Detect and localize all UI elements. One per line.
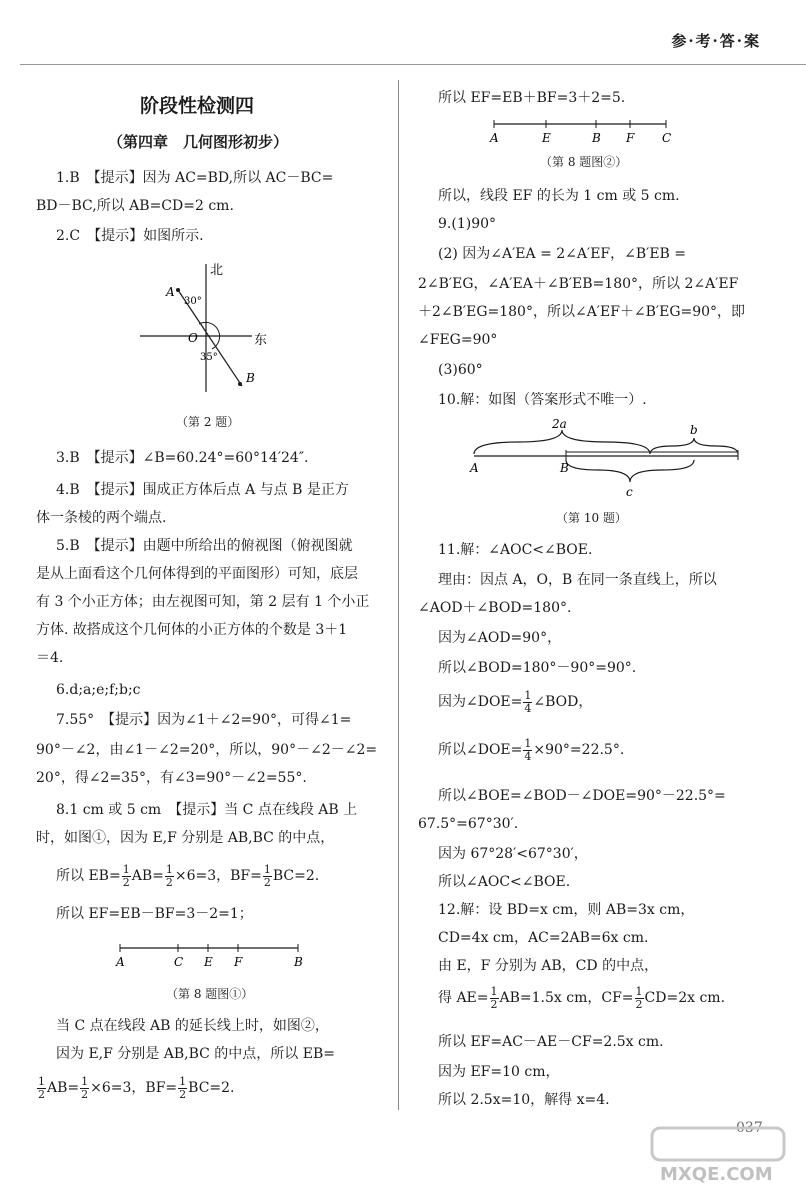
q8-eq3-text2: ×6=3，BF= [90, 1080, 178, 1096]
q7-line3: 20°，得∠2=35°，有∠3=90°－∠2=55°. [36, 770, 307, 786]
q8-line1: 8.1 cm 或 5 cm 【提示】当 C 点在线段 AB 上 [56, 802, 358, 818]
q11-eq2-text1: 所以∠DOE= [438, 742, 523, 758]
q12-eq-text3: CD=2x cm. [644, 990, 726, 1006]
q11-line2: 理由：因点 A，O，B 在同一条直线上，所以 [438, 572, 717, 588]
label-b-length: b [690, 423, 698, 437]
q5-line2: 是从上面看这个几何体得到的平面图形）可知，底层 [36, 566, 358, 582]
label-a: A [116, 955, 125, 969]
fraction-half: $\frac{1}{2}$ [263, 862, 271, 889]
brace-2a [474, 430, 650, 454]
figure-8-1 [114, 938, 314, 972]
q12-line2: CD=4x cm，AC=2AB=6x cm. [438, 930, 649, 946]
fraction-half: $\frac{1}{2}$ [122, 862, 130, 889]
q9-2-line2: 2∠B′EG，∠A′EA＋∠B′EB=180°，所以 2∠A′EF [418, 276, 739, 292]
q3-line: 3.B 【提示】∠B=60.24°=60°14′24″. [56, 450, 309, 466]
q4-line1: 4.B 【提示】围成正方体后点 A 与点 B 是正方 [56, 482, 349, 498]
fraction-quarter: $\frac{1}{4}$ [524, 736, 532, 763]
q7-line1: 7.55° 【提示】因为∠1＋∠2=90°，可得∠1= [56, 712, 352, 728]
q8-eq2: 所以 EF=EB－BF=3－2=1； [56, 906, 253, 922]
r2-line: 所以，线段 EF 的长为 1 cm 或 5 cm. [438, 188, 680, 204]
q12-equation [438, 984, 725, 1012]
label-a: A [166, 285, 175, 299]
r1-line: 所以 EF=EB＋BF=3＋2=5. [438, 90, 626, 106]
section-title: 阶段性检测四 [140, 95, 255, 117]
q10-line: 10.解：如图（答案形式不唯一）. [438, 392, 647, 408]
q5-line4: 方体. 故搭成这个几何体的小正方体的个数是 3＋1 [36, 622, 348, 638]
angle-30-label: 30° [184, 296, 202, 307]
q8-case2-line2: 因为 E,F 分别是 AB,BC 的中点，所以 EB= [56, 1046, 335, 1062]
watermark-text: MXQE.COM [660, 1164, 773, 1185]
fig10-caption: （第 10 题） [556, 511, 627, 525]
fraction-half: $\frac{1}{2}$ [490, 984, 498, 1011]
q12-line1: 12.解：设 BD=x cm，则 AB=3x cm， [438, 902, 695, 918]
label-e: E [542, 131, 551, 145]
brace-c [566, 460, 694, 482]
q8-case2-line1: 当 C 点在线段 AB 的延长线上时，如图②， [56, 1018, 329, 1034]
q9-1-line: 9.(1)90° [438, 216, 497, 232]
q11-rest-line2: 67.5°=67°30′. [418, 816, 519, 832]
fraction-half: $\frac{1}{2}$ [38, 1074, 45, 1101]
q11-eq2-text2: ×90°=22.5°. [533, 742, 625, 758]
q4-line2: 体一条棱的两个端点. [36, 510, 167, 526]
north-label: 北 [210, 263, 224, 278]
section-subtitle: （第四章 几何图形初步） [108, 133, 289, 151]
q8-eq3-text3: BC=2. [188, 1080, 235, 1096]
q11-equation-1 [438, 688, 592, 716]
q8-eq1-text3: ×6=3，BF= [174, 868, 262, 884]
q12-eq-text1: 得 AE= [438, 990, 489, 1006]
label-2a: 2a [552, 417, 567, 431]
q11-rest-line4: 所以∠AOC<∠BOE. [438, 874, 571, 890]
q5-line5: ＝4. [36, 650, 64, 666]
q12-rest-line1: 所以 EF=AC－AE－CF=2.5x cm. [438, 1034, 664, 1050]
fig8a-caption: （第 8 题图①） [166, 987, 254, 1001]
label-c: C [174, 955, 184, 969]
fig8b-caption: （第 8 题图②） [540, 155, 628, 169]
q8-eq3-text1: AB= [47, 1080, 80, 1096]
figure-10 [466, 416, 756, 500]
q1-line2: BD－BC,所以 AB=CD=2 cm. [36, 198, 234, 214]
q5-line1: 5.B 【提示】由题中所给出的俯视图（俯视图就 [56, 538, 353, 554]
point-a [176, 288, 180, 292]
page-number: 037 [736, 1120, 763, 1136]
q8-eq1-text1: 所以 EB= [56, 868, 121, 884]
q11-line3: ∠AOD＋∠BOD=180°. [418, 600, 572, 616]
q11-rest-line1: 所以∠BOE=∠BOD－∠DOE=90°－22.5°= [438, 788, 726, 804]
q11-eq1-text1: 因为∠DOE= [438, 694, 523, 710]
q1-line1: 1.B 【提示】因为 AC=BD,所以 AC－BC= [56, 170, 334, 186]
q12-eq-text2: AB=1.5x cm，CF= [499, 990, 634, 1006]
watermark-badge-icon [652, 1128, 784, 1160]
q11-rest-line3: 因为 67°28′<67°30′， [438, 846, 588, 862]
watermark-logo [646, 1120, 796, 1192]
fraction-half: $\frac{1}{2}$ [165, 862, 173, 889]
fraction-half: $\frac{1}{2}$ [81, 1074, 89, 1101]
fraction-half: $\frac{1}{2}$ [635, 984, 643, 1011]
label-c: C [662, 131, 672, 145]
label-f: F [626, 131, 635, 145]
figure-2 [132, 258, 272, 396]
q12-line3: 由 E，F 分别为 AB，CD 的中点， [438, 958, 659, 974]
q9-2-line4: ∠FEG=90° [418, 332, 498, 348]
column-divider [398, 80, 399, 1110]
q9-2-line3: ＋2∠B′EG=180°，所以∠A′EF＋∠B′EG=90°，即 [418, 304, 746, 320]
label-b: B [246, 371, 255, 385]
fraction-quarter: $\frac{1}{4}$ [524, 688, 532, 715]
figure-8-2 [488, 114, 678, 148]
label-b: B [294, 955, 303, 969]
q11-line5: 所以∠BOD=180°－90°=90°. [438, 660, 637, 676]
fraction-half: $\frac{1}{2}$ [179, 1074, 187, 1101]
fig2-caption: （第 2 题） [176, 415, 240, 429]
q11-line4: 因为∠AOD=90°， [438, 630, 562, 646]
east-label: 东 [254, 333, 268, 348]
label-c: c [626, 485, 633, 499]
q7-line2: 90°－∠2，由∠1－∠2=20°，所以，90°－∠2－∠2= [36, 742, 378, 758]
q6-line: 6.d;a;e;f;b;c [56, 682, 141, 698]
q11-line1: 11.解：∠AOC<∠BOE. [438, 542, 593, 558]
header-rule [20, 64, 806, 65]
q12-rest-line3: 所以 2.5x=10，解得 x=4. [438, 1092, 610, 1108]
point-b [238, 382, 242, 386]
q8-equation-1 [56, 862, 319, 890]
q8-line2: 时，如图①，因为 E,F 分别是 AB,BC 的中点， [36, 830, 335, 846]
q8-equation-3 [36, 1074, 235, 1102]
q9-3-line: (3)60° [438, 362, 483, 378]
label-f: F [234, 955, 243, 969]
q5-line3: 有 3 个小正方体；由左视图可知，第 2 层有 1 个小正 [36, 594, 370, 610]
label-b-point: B [560, 461, 569, 475]
label-b: B [592, 131, 601, 145]
q8-eq1-text4: BC=2. [272, 868, 320, 884]
label-o: O [188, 331, 198, 345]
q12-rest-line2: 因为 EF=10 cm， [438, 1064, 560, 1080]
page-header: 参·考·答·案 [671, 32, 761, 50]
q11-equation-2 [438, 736, 624, 764]
label-a: A [470, 461, 479, 475]
q11-eq1-text2: ∠BOD， [533, 694, 593, 710]
q9-2-line1: (2) 因为∠A′EA = 2∠A′EF，∠B′EB = [438, 246, 687, 262]
angle-35-label: 35° [200, 352, 218, 363]
q8-eq1-text2: AB= [131, 868, 164, 884]
q2-line: 2.C 【提示】如图所示. [56, 228, 204, 244]
label-a: A [490, 131, 499, 145]
label-e: E [204, 955, 213, 969]
